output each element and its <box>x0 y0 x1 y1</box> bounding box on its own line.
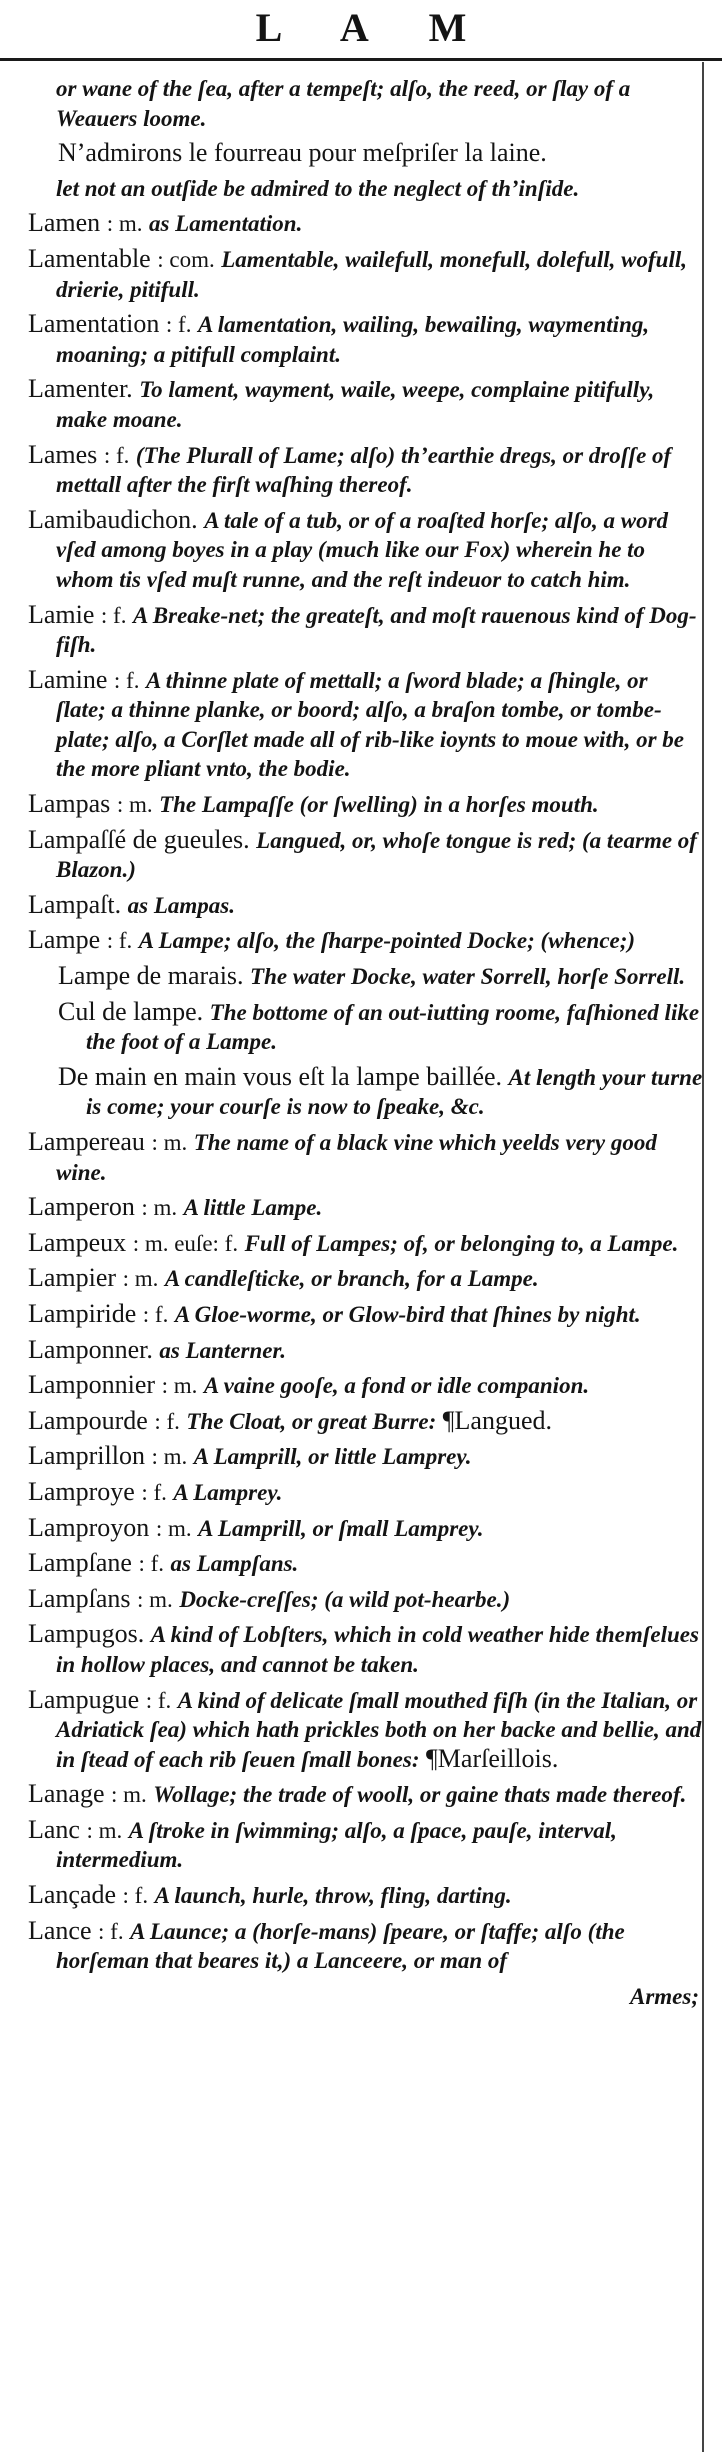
headword: Lampereau <box>28 1127 145 1156</box>
dictionary-entry <box>28 506 703 595</box>
grammar-label: : f. <box>100 602 127 628</box>
definition: A launch, hurle, throw, fling, darting. <box>154 1883 512 1909</box>
headword: Lamine <box>28 664 108 694</box>
headword: Lames <box>28 439 98 469</box>
definition: as Lampas. <box>127 892 235 918</box>
headword: Lamenter. <box>28 374 133 404</box>
dictionary-entry <box>28 1442 703 1472</box>
definition: A tale of a tub, or of a roaſted horſe; alſo, a word vſed among boyes in a play (much like our Fox) wherein he to whom tis vſed muſt runne, and the reſt indeuor to catch him. <box>56 507 669 592</box>
definition: A candleſticke, or branch, for a Lampe. <box>164 1266 539 1292</box>
cross-reference: ¶Marſeillois. <box>419 1743 559 1773</box>
headword: Lance <box>28 1915 92 1945</box>
dictionary-entry <box>28 1585 703 1615</box>
definition: The water Docke, water Sorrell, horſe Sorrell. <box>250 964 686 990</box>
dictionary-entry <box>28 601 703 660</box>
grammar-label: : f. <box>113 667 140 693</box>
definition: (The Plurall of Lame; alſo) th’earthie dregs, or droſſe of mettall after the firſt waſhing thereof. <box>56 442 672 498</box>
headword: Lampeux <box>28 1227 127 1257</box>
entry-text: let not an outſide be admired to the neglect of th’inſide. <box>56 175 580 201</box>
dictionary-entry <box>28 1917 703 1976</box>
grammar-label: : m. <box>161 1373 198 1399</box>
dictionary-entry <box>28 666 703 784</box>
dictionary-entry <box>28 1549 703 1579</box>
definition: A Gloe-worme, or Glow-bird that ſhines by night. <box>174 1301 641 1327</box>
definition: At length your turne is come; your courſe is now to ſpeake, &c. <box>86 1064 703 1120</box>
definition: as Lampſans. <box>170 1551 299 1577</box>
dictionary-entry <box>28 1063 703 1122</box>
definition: A thinne plate of mettall; a ſword blade; a ſhingle, or ſlate; a thinne planke, or boord; alſo, a braſon tombe, or tombe-plate; alſo, a Corſlet made all of rib-like ioynts to moue with, or be the more pliant vnto, the bodie. <box>56 667 684 782</box>
header-rule <box>0 58 722 61</box>
page-header <box>0 0 722 58</box>
cross-reference: ¶Langued. <box>436 1405 552 1435</box>
headword: Lampier <box>28 1263 117 1293</box>
headword: Lampaſt. <box>28 889 122 919</box>
grammar-label: : m. <box>151 1130 188 1155</box>
grammar-label: : f. <box>141 1479 167 1505</box>
grammar-label: : m. <box>86 1817 123 1843</box>
definition: A Breake-net; the greateſt, and moſt rauenous kind of Dog-fiſh. <box>56 602 697 658</box>
grammar-label: : m. euſe: f. <box>132 1230 239 1256</box>
entry-text: or wane of the ſea, after a tempeſt; alſo, the reed, or ſlay of a Weauers loome. <box>56 76 631 131</box>
grammar-label: : com. <box>157 246 215 272</box>
dictionary-entry <box>28 1780 703 1810</box>
headword: Lampe <box>28 925 101 955</box>
headword: Cul de lampe. <box>58 996 204 1026</box>
dictionary-entry <box>28 891 703 921</box>
grammar-label: : f. <box>103 442 130 468</box>
dictionary-entry <box>28 1686 703 1775</box>
grammar-label: : m. <box>116 792 153 818</box>
definition: A Lamprill, or little Lamprey. <box>193 1444 472 1470</box>
headword: Lamproye <box>28 1476 135 1506</box>
grammar-label: : m. <box>106 211 143 237</box>
grammar-label: : f. <box>98 1918 124 1944</box>
definition: Docke-creſſes; (a wild pot-hearbe.) <box>179 1586 511 1612</box>
definition: A Launce; a (horſe-mans) ſpeare, or ſtaffe; alſo (the horſeman that beares it,) a Lanceere, or man of <box>56 1918 625 1974</box>
grammar-label: : m. <box>155 1515 192 1541</box>
headword: Lampas <box>28 789 111 819</box>
definition: A ſtroke in ſwimming; alſo, a ſpace, pauſe, interval, intermedium. <box>56 1817 617 1873</box>
definition: A Lamprill, or ſmall Lamprey. <box>198 1515 484 1541</box>
definition: The name of a black vine which yeelds very good wine. <box>56 1130 657 1185</box>
dictionary-entry <box>28 245 703 304</box>
page-title: L A M <box>255 5 493 50</box>
grammar-label: : m. <box>151 1444 188 1470</box>
headword: Lampourde <box>28 1405 148 1435</box>
headword: Lamponner. <box>28 1334 153 1364</box>
definition: To lament, wayment, waile, weepe, complaine pitifully, make moane. <box>56 377 655 432</box>
headword: Lamproyon <box>28 1512 150 1542</box>
dictionary-entry <box>28 1128 703 1187</box>
definition: A Lamprey. <box>173 1479 283 1505</box>
dictionary-entry <box>28 1193 703 1223</box>
grammar-label: : m. <box>111 1782 147 1808</box>
definition: Langued, or, whoſe tongue is red; (a tearme of Blazon.) <box>56 827 697 883</box>
definition: A little Lampe. <box>183 1195 323 1221</box>
dictionary-entry <box>28 790 703 820</box>
grammar-label: : f. <box>122 1883 149 1909</box>
definition: Full of Lampes; of, or belonging to, a Lampe. <box>244 1230 679 1256</box>
dictionary-entry <box>28 1478 703 1508</box>
headword: Lamentation <box>28 309 160 339</box>
grammar-label: : f. <box>142 1301 169 1327</box>
headword: Lamprillon <box>28 1441 145 1471</box>
dictionary-entry <box>28 1229 703 1259</box>
dictionary-entry <box>28 310 703 369</box>
dictionary-entry <box>28 1514 703 1544</box>
headword: Lanc <box>28 1814 80 1844</box>
definition: The Cloat, or great Burre: <box>186 1408 437 1434</box>
definition: A lamentation, wailing, bewailing, waymenting, moaning; a pitifull complaint. <box>56 312 650 367</box>
dictionary-entry <box>28 1264 703 1294</box>
definition: as Lamentation. <box>148 211 303 237</box>
definition: A Lampe; alſo, the ſharpe-pointed Docke; (whence;) <box>138 928 636 954</box>
dictionary-entry <box>28 1371 703 1401</box>
dictionary-entry <box>28 1336 703 1366</box>
headword: Lamie <box>28 599 95 629</box>
headword: Lampaſſé de gueules. <box>28 824 250 854</box>
entry-text: N’admirons le fourreau pour meſpriſer la laine. <box>58 138 547 168</box>
definition: A kind of Lobſters, which in cold weather hide themſelues in hollow places, and cannot be taken. <box>56 1622 699 1677</box>
definition: A vaine gooſe, a fond or idle companion. <box>203 1373 590 1399</box>
definition: as Lanterner. <box>159 1337 286 1363</box>
dictionary-entry <box>28 139 703 168</box>
dictionary-entry <box>28 209 703 239</box>
grammar-label: : f. <box>154 1408 180 1434</box>
dictionary-entry <box>28 1881 703 1911</box>
dictionary-entry <box>28 998 703 1057</box>
grammar-label: : f. <box>138 1551 165 1577</box>
dictionary-column <box>28 74 703 2017</box>
dictionary-entry <box>28 1300 703 1330</box>
headword: Lampiride <box>28 1298 137 1328</box>
dictionary-entry <box>28 74 703 133</box>
definition: Wollage; the trade of wooll, or gaine thats made thereof. <box>153 1782 687 1808</box>
headword: Lampugos. <box>28 1619 145 1649</box>
headword: De main en main vous eſt la lampe baillée. <box>58 1061 503 1091</box>
headword: Lamen <box>28 208 101 238</box>
dictionary-entry <box>28 1620 703 1679</box>
headword: Lamponnier <box>28 1370 156 1400</box>
headword: Lamperon <box>28 1192 135 1222</box>
grammar-label: : m. <box>137 1586 173 1612</box>
headword: Lampſans <box>28 1583 131 1613</box>
headword: Lamentable <box>28 243 151 273</box>
definition: The bottome of an out-iutting roome, faſhioned like the foot of a Lampe. <box>86 999 700 1055</box>
headword: Lampe de marais. <box>58 961 244 991</box>
dictionary-entry <box>28 962 703 992</box>
headword: Lampugue <box>28 1684 140 1714</box>
headword: Lamibaudichon. <box>28 504 198 534</box>
dictionary-entry <box>28 826 703 885</box>
grammar-label: : f. <box>106 928 133 954</box>
catchword <box>28 1982 703 2012</box>
grammar-label: : m. <box>141 1195 178 1221</box>
headword: Lampſane <box>28 1548 132 1578</box>
grammar-label: : f. <box>145 1687 172 1713</box>
definition: Lamentable, wailefull, monefull, dolefull, wofull, drierie, pitifull. <box>56 246 687 302</box>
dictionary-entry <box>28 441 703 500</box>
grammar-label: : f. <box>165 312 192 338</box>
dictionary-entry <box>28 1816 703 1875</box>
definition: A kind of delicate ſmall mouthed fiſh (in the Italian, or Adriatick ſea) which hath prickles both on her backe and bellie, and in ſtead of each rib ſeuen ſmall bones: <box>56 1687 702 1772</box>
dictionary-entry <box>28 174 703 204</box>
catchword-text: Armes; <box>630 1983 699 2009</box>
headword: Lançade <box>28 1880 117 1910</box>
definition: The Lampaſſe (or ſwelling) in a horſes mouth. <box>159 792 599 818</box>
dictionary-entry <box>28 1407 703 1437</box>
dictionary-entry <box>28 375 703 434</box>
grammar-label: : m. <box>122 1266 159 1292</box>
dictionary-entry <box>28 926 703 956</box>
headword: Lanage <box>28 1779 105 1809</box>
